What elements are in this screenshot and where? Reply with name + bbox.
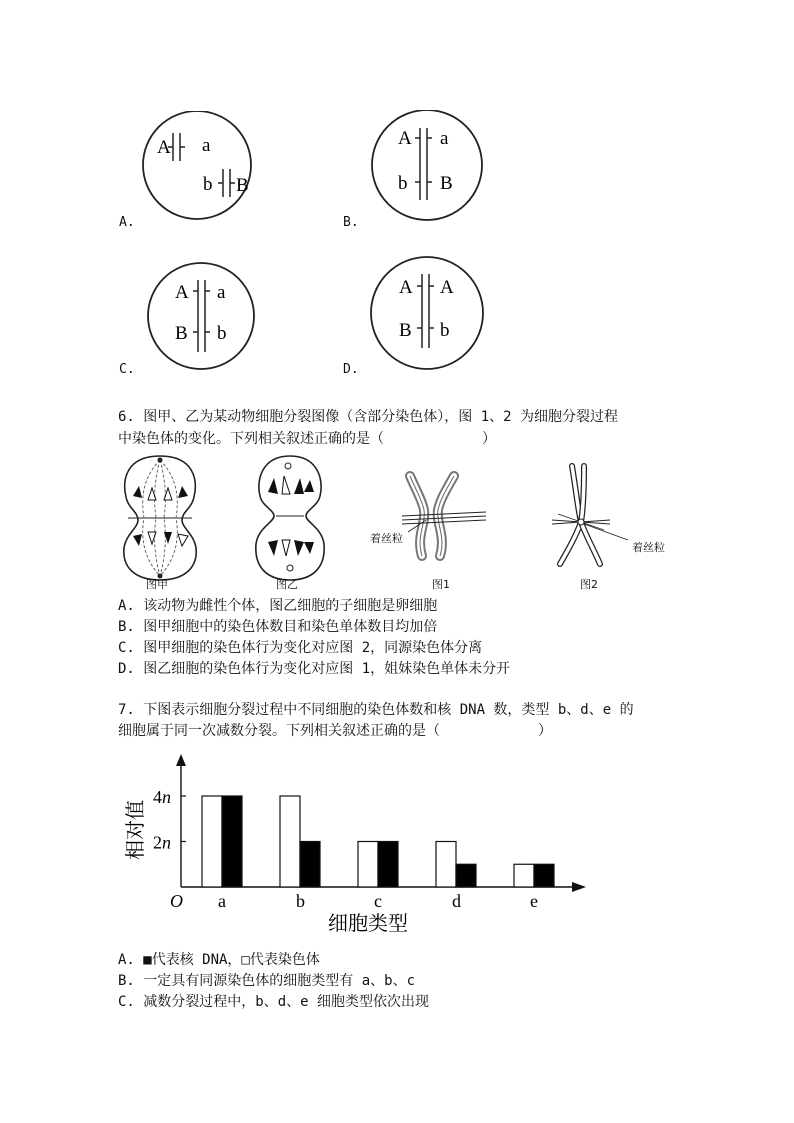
centromere-label-1: 着丝粒 <box>370 532 403 545</box>
origin-label: O <box>170 891 183 911</box>
gene-label: A <box>399 277 413 298</box>
gene-label: b <box>440 320 450 341</box>
gene-label: A <box>175 282 189 303</box>
y-axis-title: 相对值 <box>123 800 147 860</box>
cell-circle-c <box>146 262 261 372</box>
bar-chart <box>118 750 598 940</box>
x-tick-label: e <box>530 891 538 911</box>
x-tick-label: d <box>452 891 461 911</box>
chromosome-x-image <box>548 460 638 570</box>
q6-option-b[interactable]: B. 图甲细胞中的染色体数目和染色单体数目均加倍 <box>118 619 438 635</box>
q7-option-b[interactable]: B. 一定具有同源染色体的细胞类型有 a、b、c <box>118 973 415 989</box>
bar-d-series-2 <box>456 864 476 887</box>
cell-circle-a <box>139 111 259 221</box>
bar-e-series-2 <box>534 864 554 887</box>
figure-yi <box>248 452 332 596</box>
bar-d-series-1 <box>436 842 456 888</box>
gene-label: b <box>217 323 227 344</box>
option-d-diagram[interactable] <box>370 256 488 374</box>
gene-label: A <box>398 128 412 149</box>
y-tick-label: 2n <box>153 832 171 853</box>
q6-stem-line2: 中染色体的变化。下列相关叙述正确的是（ ） <box>118 431 496 447</box>
option-a-diagram[interactable] <box>139 111 259 225</box>
cell-circle-b <box>370 110 490 222</box>
gene-label: a <box>202 135 211 156</box>
option-c-diagram[interactable] <box>146 262 261 376</box>
y-axis-arrow <box>176 754 186 766</box>
gene-label: B <box>175 323 188 344</box>
gene-label: b <box>203 174 213 195</box>
x-tick-label: c <box>374 891 382 911</box>
figure-2-caption: 图2 <box>580 578 598 591</box>
option-b-label[interactable]: B. <box>343 215 359 230</box>
gene-label: a <box>217 282 226 303</box>
cell-division-yi-image <box>248 452 332 592</box>
q6-option-a[interactable]: A. 该动物为雌性个体，图乙细胞的子细胞是卵细胞 <box>118 598 438 614</box>
q7-stem-line2: 细胞属于同一次减数分裂。下列相关叙述正确的是（ ） <box>118 723 552 739</box>
cell-division-jia-image <box>118 452 202 592</box>
q7-stem-line1: 7. 下图表示细胞分裂过程中不同细胞的染色体数和核 DNA 数，类型 b、d、e 的 <box>118 702 634 718</box>
q6-stem-line1: 6. 图甲、乙为某动物细胞分裂图像（含部分染色体），图 1、2 为细胞分裂过程 <box>118 409 618 425</box>
bar-c-series-2 <box>378 842 398 888</box>
y-tick-label: 4n <box>153 787 171 807</box>
option-a-label[interactable]: A. <box>119 215 135 230</box>
x-tick-label: b <box>296 891 305 911</box>
gene-label: B <box>440 173 453 194</box>
gene-label: a <box>440 128 449 149</box>
x-tick-label: a <box>218 891 226 911</box>
figure-1 <box>372 470 492 574</box>
q6-option-d[interactable]: D. 图乙细胞的染色体行为变化对应图 1，姐妹染色单体未分开 <box>118 661 511 677</box>
bar-b-series-2 <box>300 842 320 888</box>
figure-2 <box>548 460 638 574</box>
q7-option-a[interactable]: A. ■代表核 DNA，□代表染色体 <box>118 952 320 968</box>
option-c-label[interactable]: C. <box>119 362 135 377</box>
chromosome-crossover-image <box>372 470 492 570</box>
q7-chart <box>118 750 598 944</box>
gene-label: B <box>399 320 412 341</box>
gene-label: b <box>398 173 408 194</box>
option-b-diagram[interactable] <box>370 110 490 226</box>
x-axis-arrow <box>572 882 586 892</box>
figure-1-caption: 图1 <box>432 578 450 591</box>
gene-label: A <box>440 277 454 298</box>
gene-label: A <box>157 137 171 158</box>
bar-a-series-2 <box>222 796 242 887</box>
q6-option-c[interactable]: C. 图甲细胞的染色体行为变化对应图 2，同源染色体分离 <box>118 640 483 656</box>
figure-jia-caption: 图甲 <box>146 578 168 591</box>
figure-jia <box>118 452 202 596</box>
bar-b-series-1 <box>280 796 300 887</box>
cell-circle-d <box>370 256 488 370</box>
bar-e-series-1 <box>514 864 534 887</box>
bar-c-series-1 <box>358 842 378 888</box>
figure-yi-caption: 图乙 <box>276 578 298 591</box>
centromere-label-2: 着丝粒 <box>632 541 665 554</box>
option-d-label[interactable]: D. <box>343 362 359 377</box>
q7-option-c[interactable]: C. 减数分裂过程中，b、d、e 细胞类型依次出现 <box>118 994 429 1010</box>
bar-a-series-1 <box>202 796 222 887</box>
gene-label: B <box>236 175 249 196</box>
x-axis-title: 细胞类型 <box>328 911 408 935</box>
